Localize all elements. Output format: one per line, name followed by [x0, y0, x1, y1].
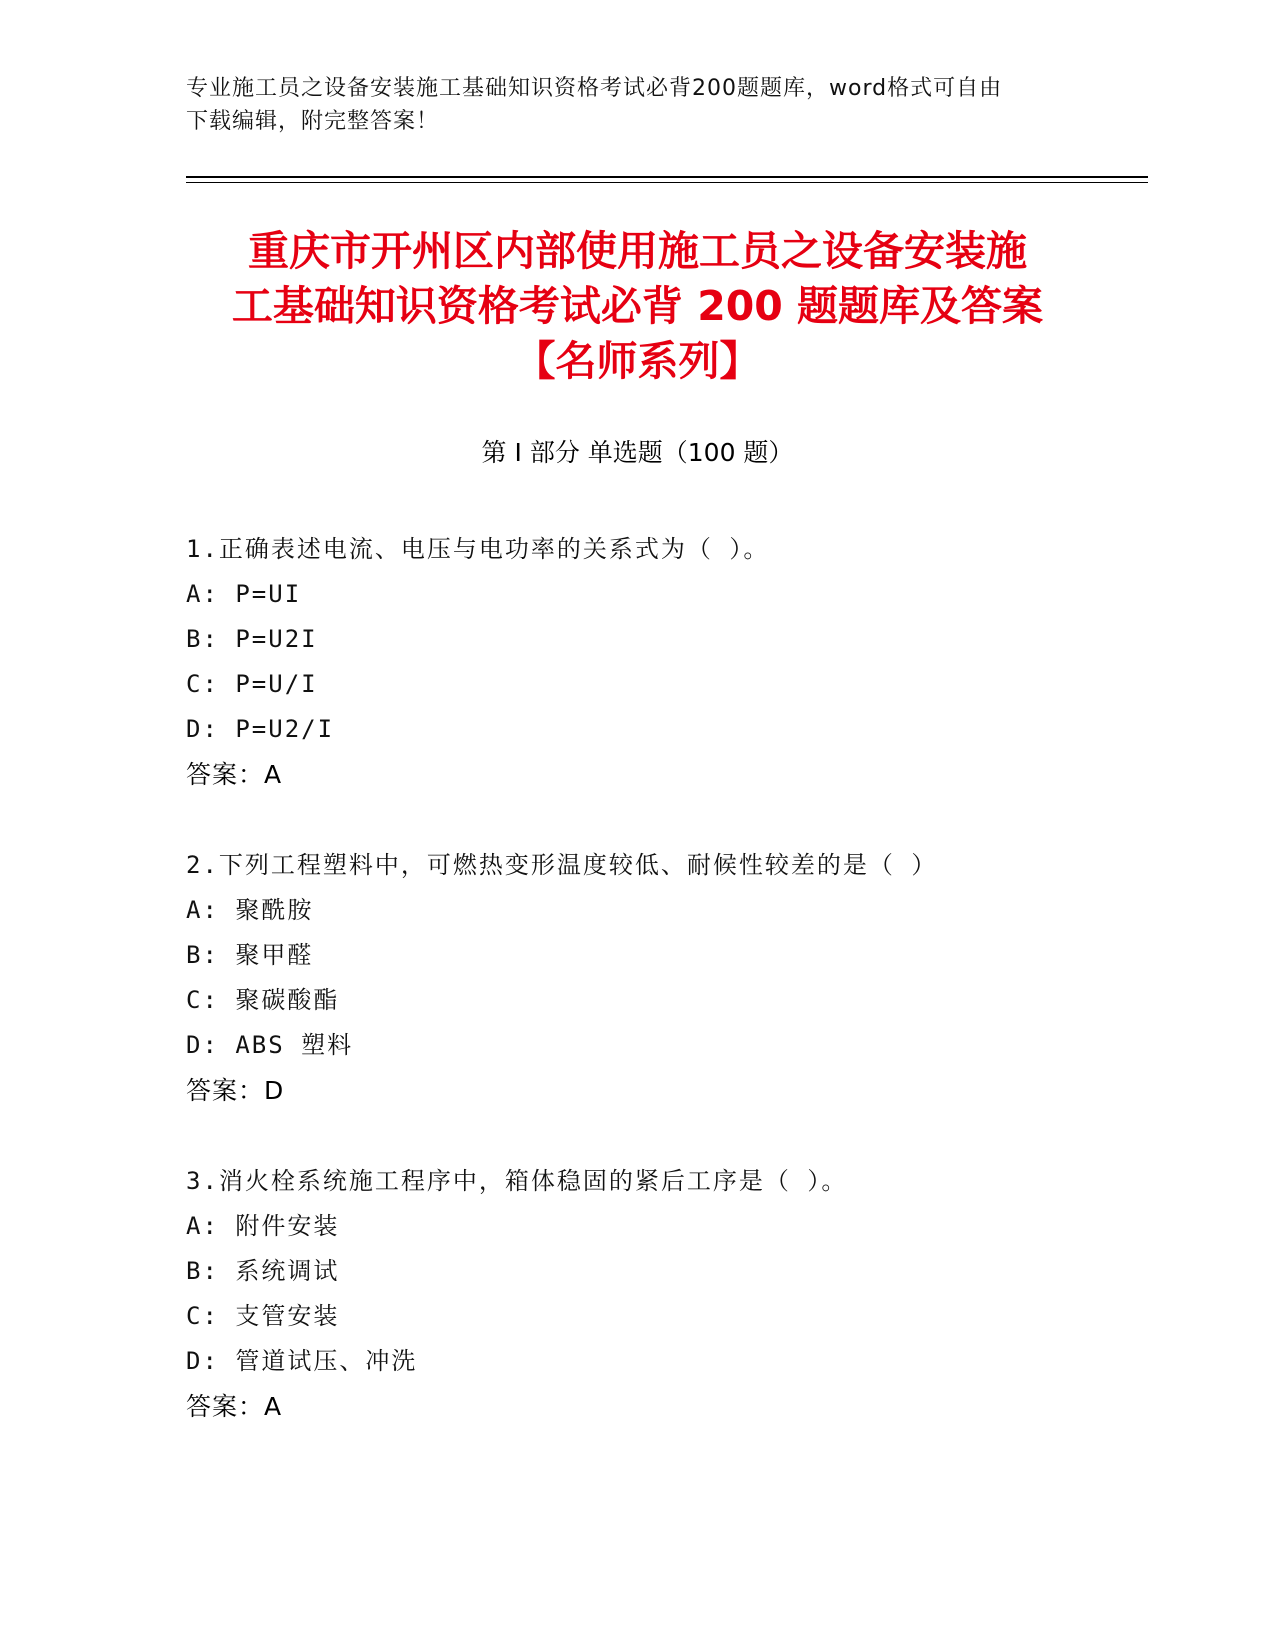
question-1: [186, 527, 1166, 797]
option-d: D: 管道试压、冲洗: [186, 1347, 418, 1375]
option-b: B: 聚甲醛: [186, 941, 314, 969]
header-note-line-1: 专业施工员之设备安装施工基础知识资格考试必背200题题库，word格式可自由: [186, 76, 1003, 101]
document-title-line-1: 重庆市开州区内部使用施工员之设备安装施: [248, 227, 1027, 275]
question-stem: 1.正确表述电流、电压与电功率的关系式为（ ）。: [186, 535, 770, 563]
option-b: B: P=U2I: [186, 625, 318, 653]
question-3: [186, 1159, 1166, 1429]
document-title-line-2: 工基础知识资格考试必背 200 题题库及答案: [231, 282, 1044, 330]
question-stem: 2.下列工程塑料中，可燃热变形温度较低、耐候性较差的是（ ）: [186, 851, 938, 879]
question-stem: 3.消火栓系统施工程序中，箱体稳固的紧后工序是（ ）。: [186, 1167, 848, 1195]
option-c: C: 聚碳酸酯: [186, 986, 340, 1014]
answer: 答案：D: [186, 1076, 285, 1105]
option-c: C: 支管安装: [186, 1302, 340, 1330]
document-title: [150, 224, 1125, 389]
option-d: D: ABS 塑料: [186, 1031, 354, 1059]
section-title: 第 I 部分 单选题（100 题）: [481, 438, 794, 467]
option-d: D: P=U2/I: [186, 715, 335, 743]
option-b: B: 系统调试: [186, 1257, 340, 1285]
option-a: A: 聚酰胺: [186, 896, 314, 924]
header-divider-thick: [186, 176, 1148, 178]
header-note-line-2: 下载编辑，附完整答案！: [186, 109, 440, 134]
question-list: [186, 527, 1166, 1475]
document-title-line-3: 【名师系列】: [514, 337, 761, 385]
option-a: A: P=UI: [186, 580, 302, 608]
option-a: A: 附件安装: [186, 1212, 340, 1240]
option-c: C: P=U/I: [186, 670, 318, 698]
answer: 答案：A: [186, 1392, 283, 1421]
header-note: [186, 72, 1066, 138]
header-divider-thin: [186, 182, 1148, 183]
question-2: [186, 843, 1166, 1113]
answer: 答案：A: [186, 760, 283, 789]
